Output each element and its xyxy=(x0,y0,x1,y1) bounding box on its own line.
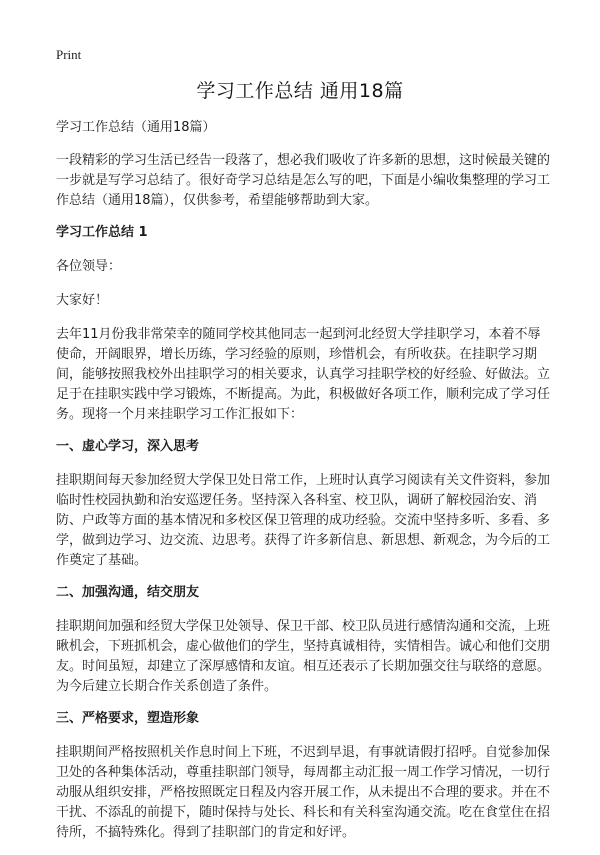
heading-2: 二、加强沟通，结交朋友 xyxy=(56,585,200,600)
paragraph-2: 挂职期间每天参加经贸大学保卫处日常工作，上班时认真学习阅读有关文件资料，参加临时性校园执勤和治安巡逻任务。坚持深入各科室、校卫队，调研了解校园治安、消防、户政等方面的基本情况和多校区保卫管理的成功经验。交流中坚持多听、多看、多学，做到边学习、边交流、边思考。获得了许多新信息、新思想、新观念，为今后的工作奠定了基础。 xyxy=(56,473,551,568)
document-body xyxy=(56,118,550,855)
document-subtitle: 学习工作总结（通用18篇） xyxy=(56,120,216,135)
paragraph-4: 挂职期间严格按照机关作息时间上下班，不迟到早退，有事就请假打招呼。自觉参加保卫处的各种集体活动，尊重挂职部门领导，每周都主动汇报一周工作学习情况，一切行动服从组织安排，严格按照既定日程及内容开展工作，从未提出不合理的要求。并在不干扰、不添乱的前提下，随时保持与处长、科长和有关科室沟通交流。吃在食堂住在招待所，不搞特殊化。得到了挂职部门的肯定和好评。 xyxy=(56,745,551,840)
paragraph-3: 挂职期间加强和经贸大学保卫处领导、保卫干部、校卫队员进行感情沟通和交流，上班瞅机会，下班抓机会，虚心做他们的学生，坚持真诚相待，实情相告。诚心和他们交朋友。时间虽短，却建立了深厚感情和友谊。相互还表示了长期加强交往与联络的意愿。为今后建立长期合作关系创造了条件。 xyxy=(56,619,551,694)
paragraph-1: 去年11月份我非常荣幸的随同学校其他同志一起到河北经贸大学挂职学习，本着不辱使命，开阔眼界，增长历练，学习经验的原则，珍惜机会，有所收获。在挂职学习期间，能够按照我校外出挂职学习的相关要求，认真学习挂职学校的好经验、好做法。立足于在挂职实践中学习锻炼，不断提高。为此，积极做好各项工作，顺利完成了学习任务。现将一个月来挂职学习工作汇报如下： xyxy=(56,327,551,422)
greeting-leaders: 各位领导： xyxy=(56,259,122,274)
greeting-everyone: 大家好！ xyxy=(56,293,109,308)
heading-1: 一、虚心学习，深入思考 xyxy=(56,439,200,454)
intro-paragraph: 一段精彩的学习生活已经告一段落了，想必我们吸收了许多新的思想，这时候最关键的一步就是写学习总结了。很好奇学习总结是怎么写的吧，下面是小编收集整理的学习工作总结（通用18篇），仅供参考，希望能够帮助到大家。 xyxy=(56,153,551,208)
section-1-title: 学习工作总结 1 xyxy=(56,225,148,240)
page-title: 学习工作总结 通用18篇 xyxy=(196,80,404,102)
print-label[interactable]: Print xyxy=(56,47,82,62)
heading-3: 三、严格要求，塑造形象 xyxy=(56,711,200,726)
